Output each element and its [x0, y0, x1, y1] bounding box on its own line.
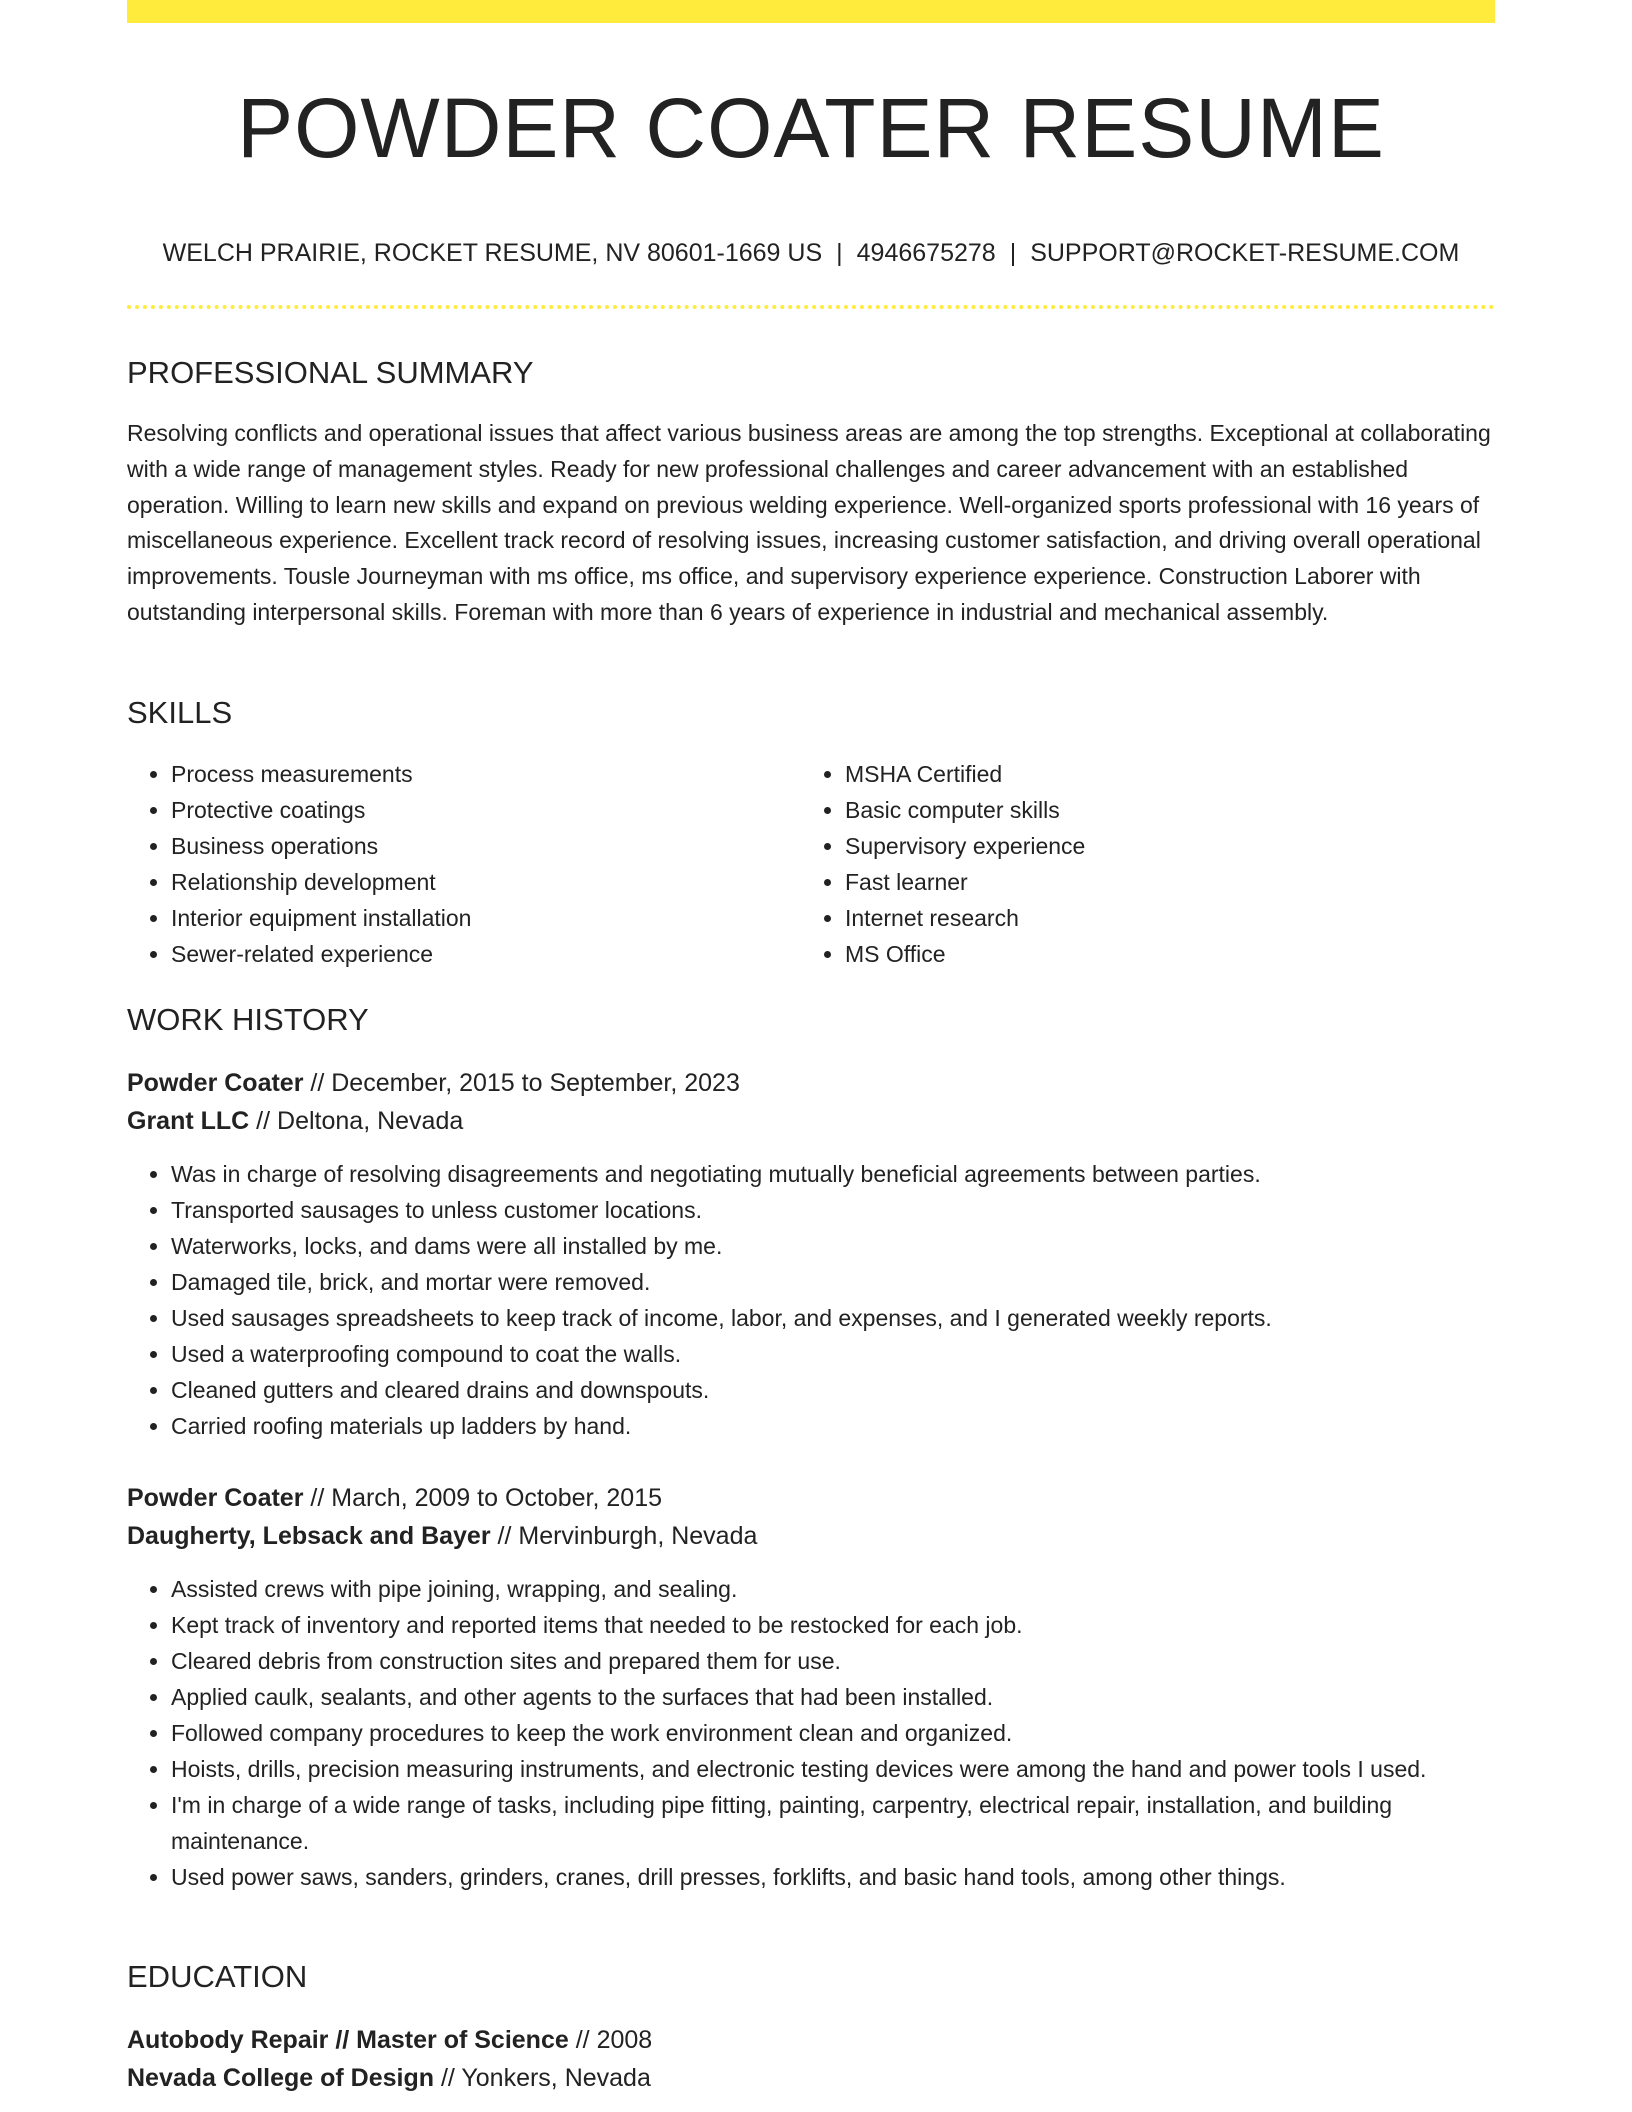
contact-separator: | — [836, 239, 843, 267]
job-separator: // — [497, 1522, 512, 1550]
job-bullet: • Carried roofing materials up ladders by hand. — [171, 1408, 1495, 1444]
skills-heading: SKILLS — [127, 695, 233, 730]
skill-item: • MSHA Certified — [845, 756, 1475, 792]
skills-list-right — [801, 756, 1475, 972]
job-title: Powder Coater — [127, 1069, 304, 1097]
skill-item: • Relationship development — [171, 864, 801, 900]
job-entry — [127, 1064, 1495, 1444]
job-bullet: • Cleaned gutters and cleared drains and downspouts. — [171, 1372, 1495, 1408]
skill-item: • Interior equipment installation — [171, 900, 801, 936]
education-school-line — [127, 2059, 1495, 2097]
skill-item: • Process measurements — [171, 756, 801, 792]
contact-line — [127, 236, 1495, 270]
skills-list-left — [127, 756, 801, 972]
education-separator: // — [440, 2064, 455, 2092]
skill-item: • Sewer-related experience — [171, 936, 801, 972]
job-separator: // — [310, 1069, 325, 1097]
contact-phone: 4946675278 — [856, 239, 996, 267]
job-company: Daugherty, Lebsack and Bayer — [127, 1522, 491, 1550]
contact-separator: | — [1009, 239, 1017, 267]
skill-item: • Business operations — [171, 828, 801, 864]
job-bullet: • Cleared debris from construction sites and prepared them for use. — [171, 1643, 1495, 1679]
skill-item: • Internet research — [845, 900, 1475, 936]
skill-item: • MS Office — [845, 936, 1475, 972]
contact-email: SUPPORT@ROCKET-RESUME.COM — [1030, 239, 1460, 267]
job-location: Deltona, Nevada — [277, 1107, 464, 1135]
job-bullet: • Assisted crews with pipe joining, wrapping, and sealing. — [171, 1571, 1495, 1607]
education-degree: Autobody Repair // Master of Science — [127, 2026, 569, 2054]
job-bullets — [127, 1571, 1495, 1895]
education-school: Nevada College of Design — [127, 2064, 435, 2092]
job-dates: March, 2009 to October, 2015 — [331, 1484, 663, 1512]
job-bullets — [127, 1156, 1495, 1444]
education-location: Yonkers, Nevada — [461, 2064, 651, 2092]
skill-item: • Fast learner — [845, 864, 1475, 900]
job-separator: // — [256, 1107, 271, 1135]
education-year: 2008 — [596, 2026, 653, 2054]
education-separator: // — [575, 2026, 590, 2054]
job-company-line — [127, 1517, 1495, 1555]
job-bullet: • Followed company procedures to keep the work environment clean and organized. — [171, 1715, 1495, 1751]
education-degree-line — [127, 2021, 1495, 2059]
job-title-line — [127, 1064, 1495, 1102]
summary-text: Resolving conflicts and operational issues that affect various business areas are among the top strengths. Exceptional at collaborating with a wide range of management styles. Ready for new professional challenges and career advancement with an established operation. Willing to learn new skills and expand on previous welding experience. Well-organized sports professional with 16 years of miscellaneous experience. Excellent track record of resolving issues, increasing customer satisfaction, and driving overall operational improvements. Tousle Journeyman with ms office, ms office, and supervisory experience experience. Construction Laborer with outstanding interpersonal skills. Foreman with more than 6 years of experience in industrial and mechanical assembly. — [127, 420, 1491, 625]
job-bullet: • I'm in charge of a wide range of tasks, including pipe fitting, painting, carpentry, electrical repair, installation, and building maintenance. — [171, 1787, 1495, 1859]
page-title: POWDER COATER RESUME — [237, 81, 1385, 175]
job-bullet: • Used a waterproofing compound to coat the walls. — [171, 1336, 1495, 1372]
job-bullet: • Hoists, drills, precision measuring instruments, and electronic testing devices were among the hand and power tools I used. — [171, 1751, 1495, 1787]
skills-grid — [127, 756, 1495, 972]
dotted-divider — [127, 305, 1495, 309]
job-bullet: • Was in charge of resolving disagreements and negotiating mutually beneficial agreements between parties. — [171, 1156, 1495, 1192]
accent-top-bar — [127, 0, 1495, 23]
job-company-line — [127, 1102, 1495, 1140]
job-company: Grant LLC — [127, 1107, 250, 1135]
contact-address: WELCH PRAIRIE, ROCKET RESUME, NV 80601-1669 US — [162, 239, 823, 267]
job-bullet: • Used power saws, sanders, grinders, cranes, drill presses, forklifts, and basic hand tools, among other things. — [171, 1859, 1495, 1895]
job-bullet: • Waterworks, locks, and dams were all installed by me. — [171, 1228, 1495, 1264]
summary-heading: PROFESSIONAL SUMMARY — [127, 355, 534, 390]
job-location: Mervinburgh, Nevada — [518, 1522, 758, 1550]
skill-item: • Protective coatings — [171, 792, 801, 828]
skill-item: • Supervisory experience — [845, 828, 1475, 864]
skill-item: • Basic computer skills — [845, 792, 1475, 828]
education-heading: EDUCATION — [127, 1959, 308, 1994]
job-title: Powder Coater — [127, 1484, 304, 1512]
job-bullet: • Kept track of inventory and reported items that needed to be restocked for each job. — [171, 1607, 1495, 1643]
job-bullet: • Transported sausages to unless customer locations. — [171, 1192, 1495, 1228]
job-title-line — [127, 1479, 1495, 1517]
job-bullet: • Applied caulk, sealants, and other agents to the surfaces that had been installed. — [171, 1679, 1495, 1715]
education-entry — [127, 2021, 1495, 2097]
job-entry — [127, 1479, 1495, 1895]
job-separator: // — [310, 1484, 325, 1512]
job-dates: December, 2015 to September, 2023 — [331, 1069, 740, 1097]
job-bullet: • Damaged tile, brick, and mortar were removed. — [171, 1264, 1495, 1300]
job-bullet: • Used sausages spreadsheets to keep track of income, labor, and expenses, and I generated weekly reports. — [171, 1300, 1495, 1336]
work-heading: WORK HISTORY — [127, 1002, 369, 1037]
